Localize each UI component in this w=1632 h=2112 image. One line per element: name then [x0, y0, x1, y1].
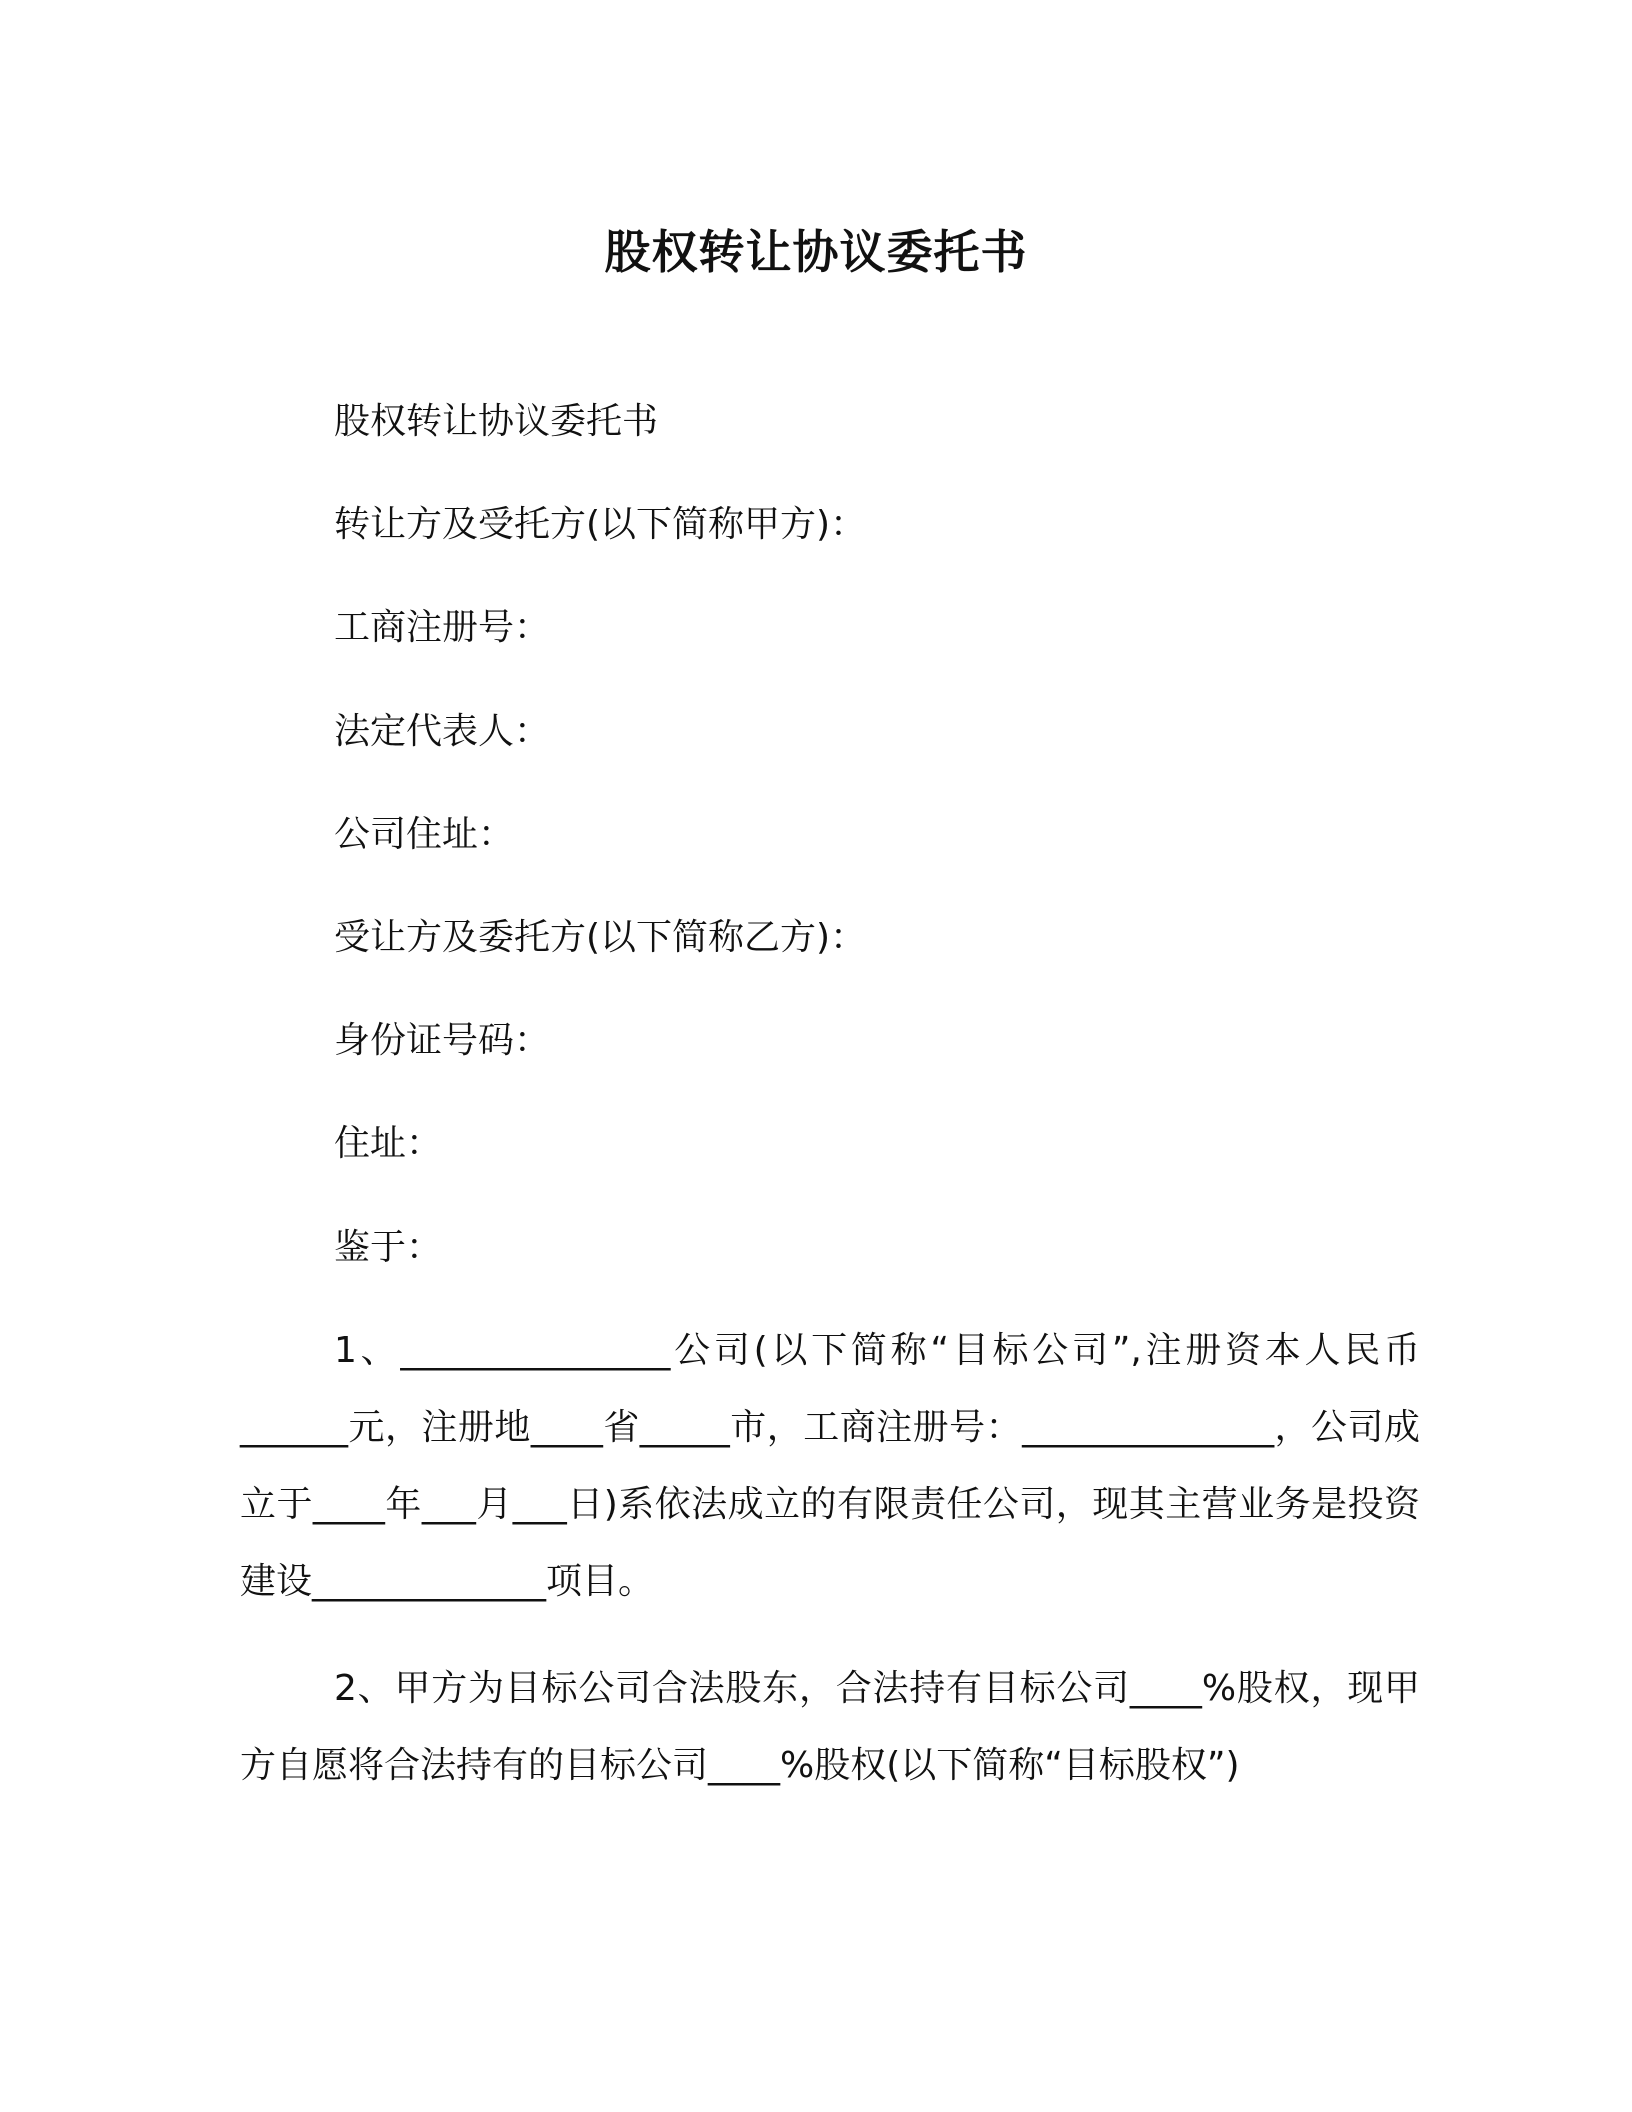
paragraph-2: 2、甲方为目标公司合法股东，合法持有目标公司____%股权，现甲方自愿将合法持有的目标公司____%股权(以下简称“目标股权”): [240, 1668, 1420, 1786]
field-transferee: 受让方及委托方(以下简称乙方)：: [334, 917, 867, 958]
field-whereas: 鉴于：: [334, 1227, 443, 1268]
field-legal-representative: 法定代表人：: [334, 711, 551, 752]
field-id-number: 身份证号码：: [334, 1020, 551, 1061]
document-subtitle: 股权转让协议委托书: [334, 401, 659, 442]
document-title: 股权转让协议委托书: [604, 225, 1028, 279]
field-company-address: 公司住址：: [334, 814, 515, 855]
field-registration-number: 工商注册号：: [334, 607, 551, 648]
paragraph-1: 1、_______________公司(以下简称“目标公司”,注册资本人民币______元，注册地____省_____市，工商注册号：______________，公司成立于____年___月___日)系依法成立的有限责任公司，现其主营业务是投资建设_____________项目。: [240, 1330, 1420, 1602]
field-address: 住址：: [334, 1123, 443, 1164]
field-transferor: 转让方及受托方(以下简称甲方)：: [334, 504, 867, 545]
